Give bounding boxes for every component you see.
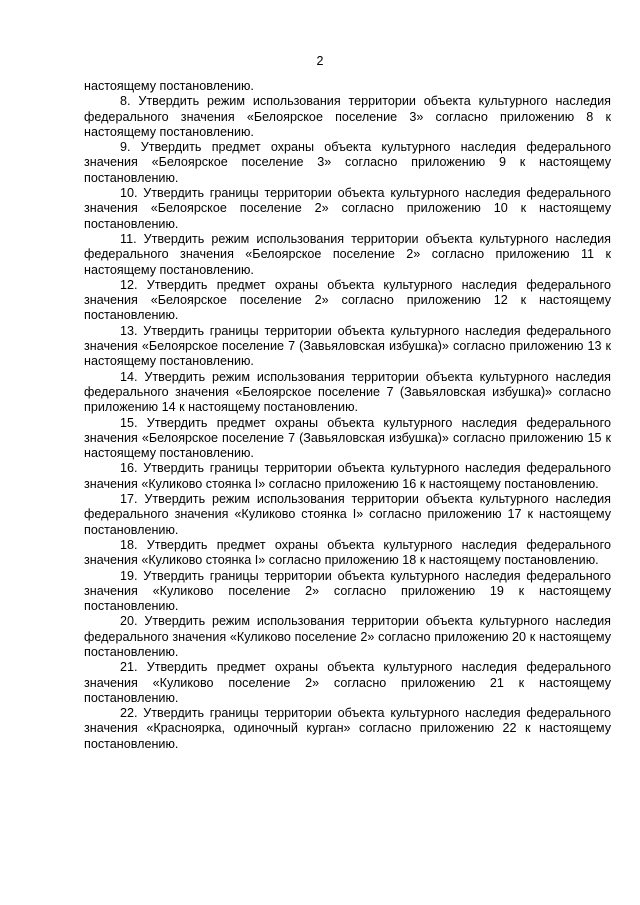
paragraph-item-13: 13. Утвердить границы территории объекта культурного наследия федерального значения «Белоярское поселение 7 (Завьяловская избушка)» согласно приложению 13 к настоящему постановлению. bbox=[84, 323, 611, 369]
paragraph-item-20: 20. Утвердить режим использования территории объекта культурного наследия федерального значения «Куликово поселение 2» согласно приложению 20 к настоящему постановлению. bbox=[84, 614, 611, 659]
paragraph-item-16: 16. Утвердить границы территории объекта культурного наследия федерального значения «Куликово стоянка I» согласно приложению 16 к настоящему постановлению. bbox=[84, 461, 611, 491]
page-number: 2 bbox=[316, 54, 324, 68]
paragraph-item-11: 11. Утвердить режим использования территории объекта культурного наследия федерального значения «Белоярское поселение 2» согласно приложению 11 к настоящему постановлению. bbox=[84, 231, 611, 277]
continuation-text: настоящему постановлению. bbox=[84, 79, 254, 93]
paragraph-item-8: 8. Утвердить режим использования территории объекта культурного наследия федерального значения «Белоярское поселение 3» согласно приложению 8 к настоящему постановлению. bbox=[84, 94, 611, 139]
paragraph-item-9: 9. Утвердить предмет охраны объекта культурного наследия федерального значения «Белоярское поселение 3» согласно приложению 9 к настоящему постановлению. bbox=[84, 140, 611, 185]
paragraph-item-15: 15. Утвердить предмет охраны объекта культурного наследия федерального значения «Белоярское поселение 7 (Завьяловская избушка)» согласно приложению 15 к настоящему постановлению. bbox=[84, 415, 611, 461]
paragraph-item-21: 21. Утвердить предмет охраны объекта культурного наследия федерального значения «Куликово поселение 2» согласно приложению 21 к настоящему постановлению. bbox=[84, 660, 611, 705]
paragraph-item-18: 18. Утвердить предмет охраны объекта культурного наследия федерального значения «Куликово стоянка I» согласно приложению 18 к настоящему постановлению. bbox=[84, 537, 611, 568]
paragraph-item-12: 12. Утвердить предмет охраны объекта культурного наследия федерального значения «Белоярское поселение 2» согласно приложению 12 к настоящему постановлению. bbox=[84, 277, 611, 323]
document-body bbox=[84, 79, 611, 752]
paragraph-item-14: 14. Утвердить режим использования территории объекта культурного наследия федерального значения «Белоярское поселение 7 (Завьяловская избушка)» согласно приложению 14 к настоящему постановлению. bbox=[84, 369, 611, 415]
paragraph-item-10: 10. Утвердить границы территории объекта культурного наследия федерального значения «Белоярское поселение 2» согласно приложению 10 к настоящему постановлению. bbox=[84, 186, 611, 231]
paragraph-item-19: 19. Утвердить границы территории объекта культурного наследия федерального значения «Куликово поселение 2» согласно приложению 19 к настоящему постановлению. bbox=[84, 568, 611, 614]
paragraph-item-22: 22. Утвердить границы территории объекта культурного наследия федерального значения «Красноярка, одиночный курган» согласно приложению 22 к настоящему постановлению. bbox=[84, 706, 611, 751]
paragraph-item-17: 17. Утвердить режим использования территории объекта культурного наследия федерального значения «Куликово стоянка I» согласно приложению 17 к настоящему постановлению. bbox=[84, 492, 611, 537]
